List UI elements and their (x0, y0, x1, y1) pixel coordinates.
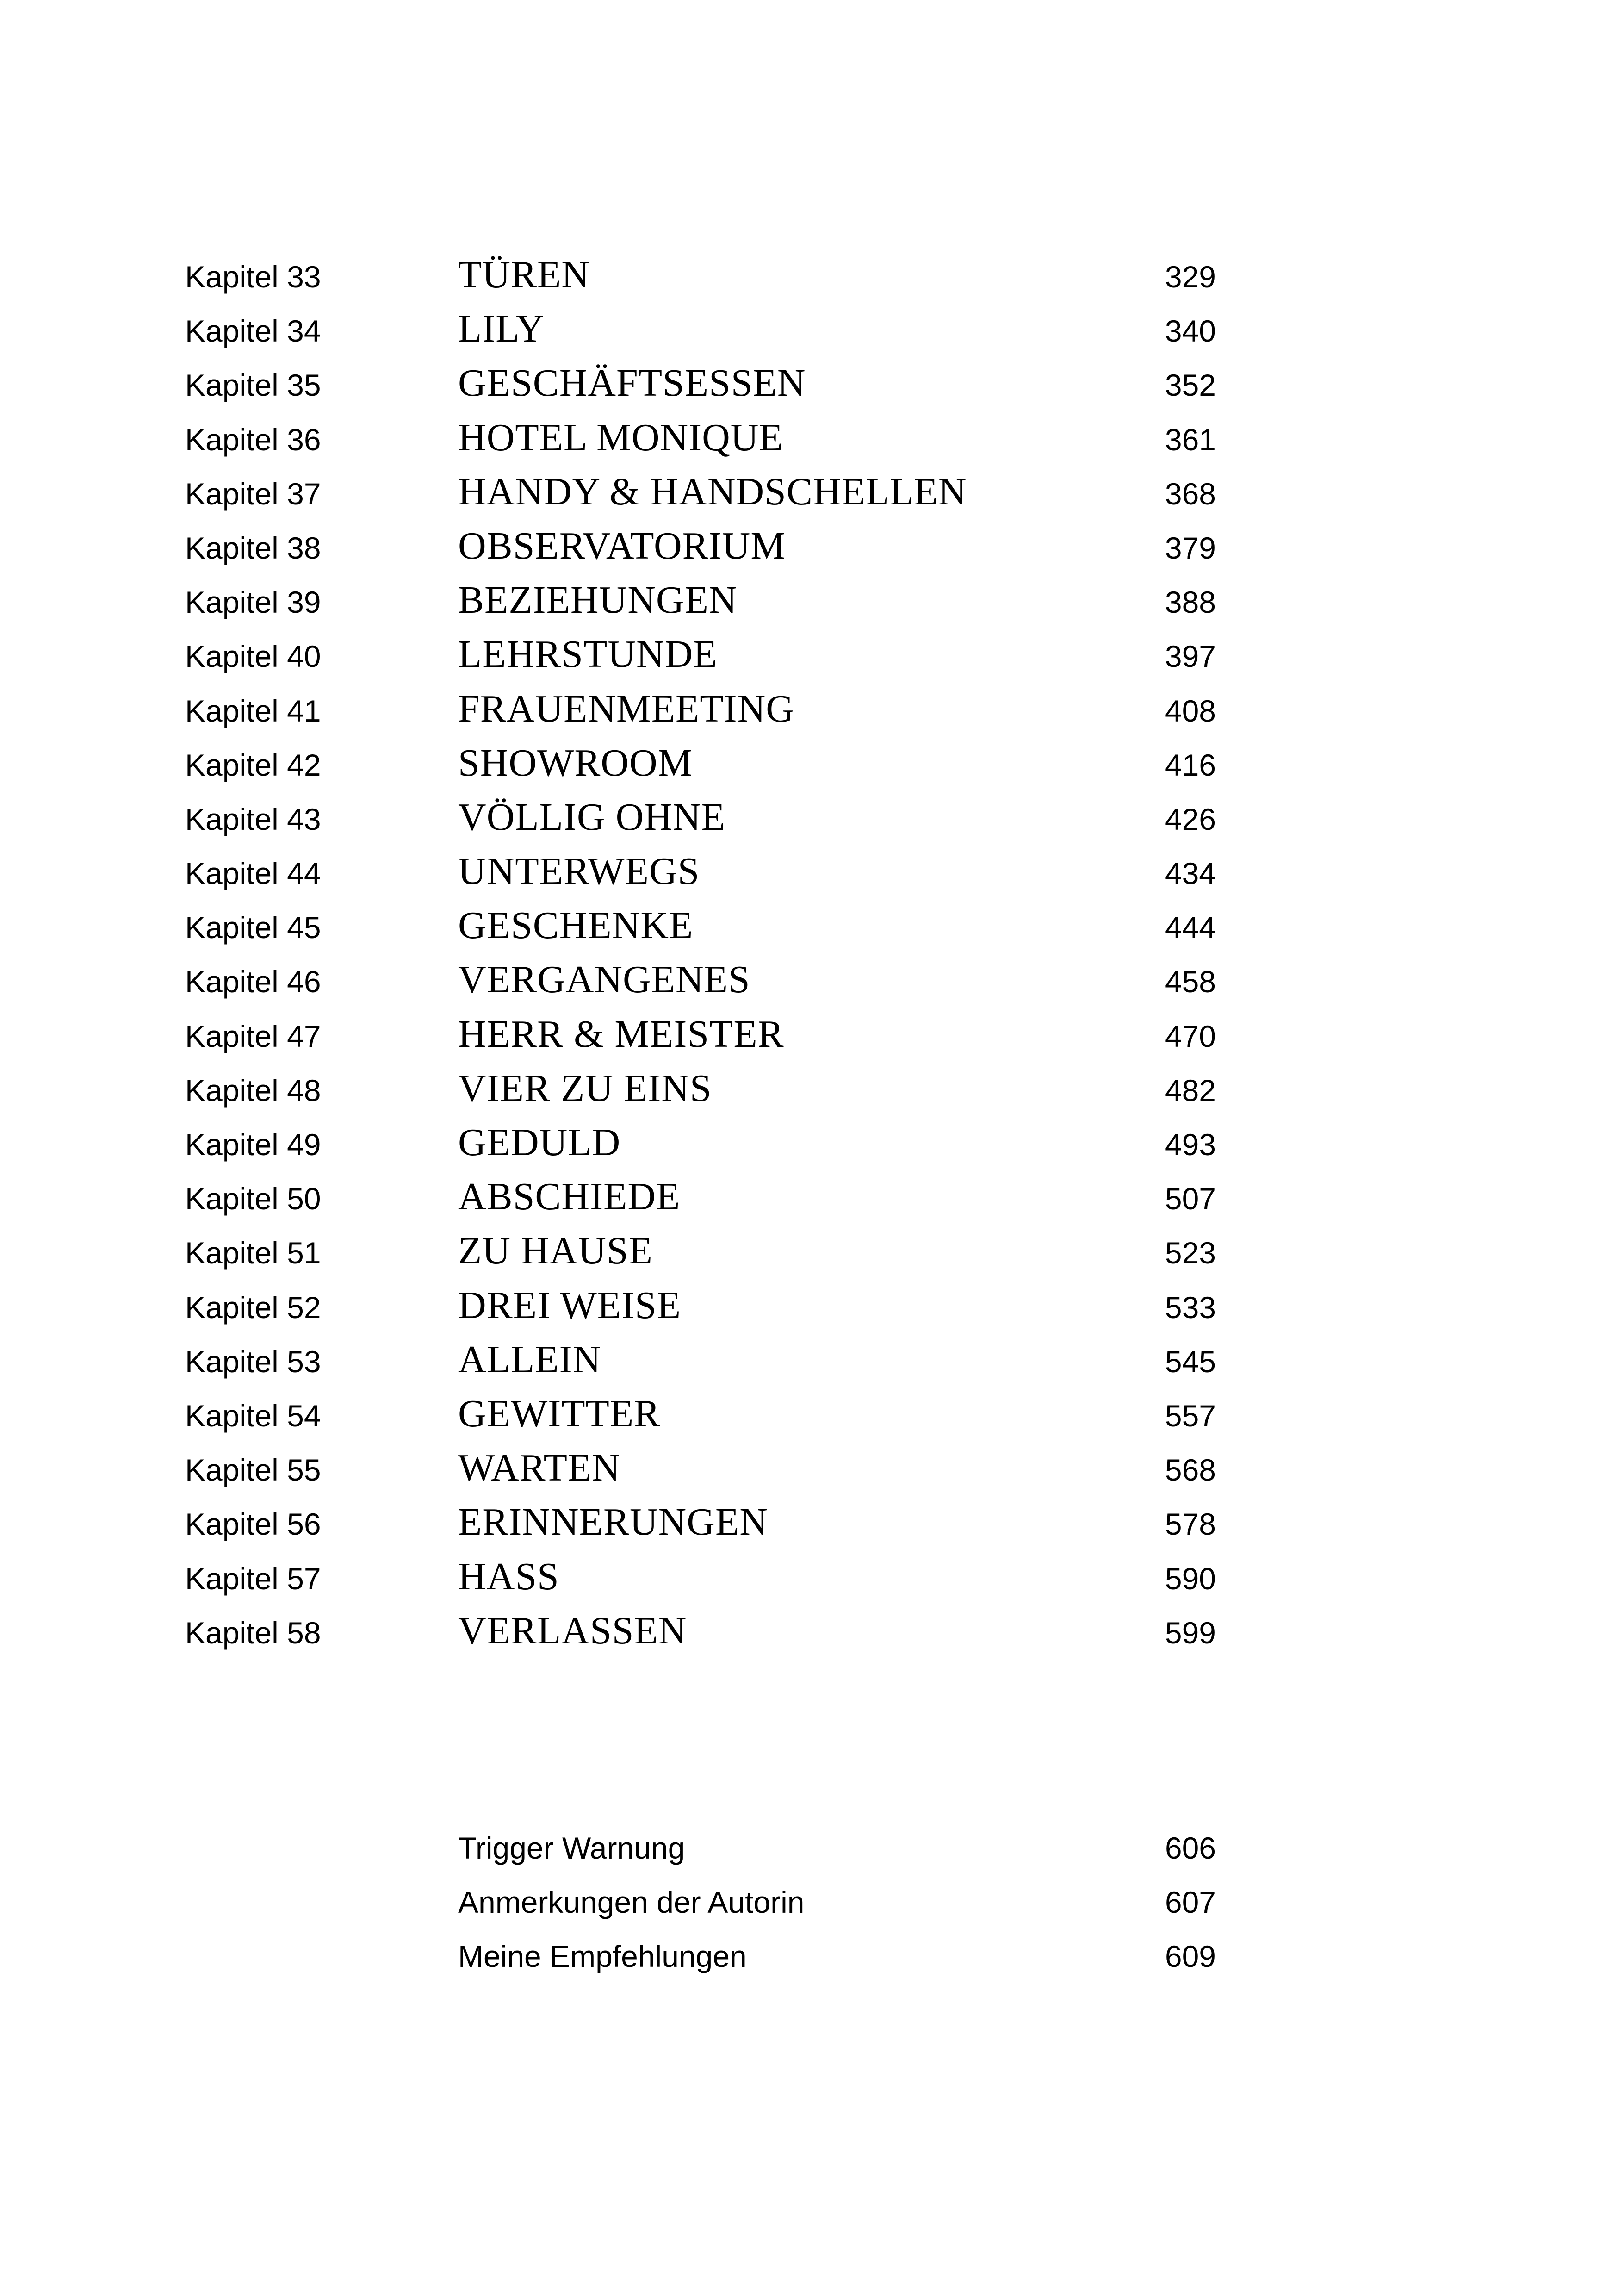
chapter-page-number: 493 (1165, 1127, 1216, 1162)
chapter-number: Kapitel 38 (185, 530, 321, 565)
toc-chapter-row (185, 1176, 1249, 1231)
chapter-number: Kapitel 56 (185, 1507, 321, 1542)
toc-chapter-row (185, 309, 1249, 363)
toc-chapter-row (185, 1556, 1249, 1611)
chapter-page-number: 578 (1165, 1507, 1216, 1542)
toc-chapter-row (185, 1611, 1249, 1665)
chapter-number: Kapitel 39 (185, 585, 321, 620)
toc-chapter-row (185, 1339, 1249, 1394)
chapter-title: TÜREN (458, 253, 590, 296)
chapter-page-number: 523 (1165, 1236, 1216, 1270)
extra-page-number: 609 (1165, 1939, 1216, 1974)
toc-chapter-row (185, 526, 1249, 580)
chapter-title: ALLEIN (458, 1338, 601, 1381)
chapter-number: Kapitel 42 (185, 747, 321, 782)
chapter-page-number: 434 (1165, 856, 1216, 891)
extra-title: Trigger Warnung (458, 1831, 685, 1865)
toc-chapter-row (185, 363, 1249, 417)
extra-title: Anmerkungen der Autorin (458, 1885, 805, 1920)
toc-extra-row (185, 1880, 1249, 1934)
chapter-page-number: 482 (1165, 1073, 1216, 1108)
chapter-title: HOTEL MONIQUE (458, 416, 783, 459)
appendix-entries (185, 1826, 1249, 1989)
chapter-title: LEHRSTUNDE (458, 633, 718, 676)
chapter-page-number: 352 (1165, 368, 1216, 403)
chapter-page-number: 379 (1165, 530, 1216, 565)
chapter-page-number: 590 (1165, 1561, 1216, 1596)
chapter-page-number: 426 (1165, 802, 1216, 836)
toc-chapter-row (185, 797, 1249, 851)
toc-chapter-row (185, 905, 1249, 959)
chapter-number: Kapitel 34 (185, 314, 321, 348)
toc-chapter-row (185, 689, 1249, 743)
chapter-number: Kapitel 52 (185, 1290, 321, 1325)
toc-chapter-row (185, 1122, 1249, 1176)
toc-chapter-row (185, 1448, 1249, 1502)
chapter-number: Kapitel 47 (185, 1019, 321, 1053)
chapter-page-number: 545 (1165, 1344, 1216, 1379)
chapter-page-number: 507 (1165, 1182, 1216, 1216)
chapter-title: VIER ZU EINS (458, 1066, 712, 1110)
chapter-page-number: 533 (1165, 1290, 1216, 1325)
chapter-number: Kapitel 55 (185, 1453, 321, 1487)
chapter-number: Kapitel 37 (185, 476, 321, 511)
toc-chapter-row (185, 1068, 1249, 1122)
chapter-number: Kapitel 58 (185, 1615, 321, 1650)
extra-page-number: 606 (1165, 1831, 1216, 1865)
extra-page-number: 607 (1165, 1885, 1216, 1920)
toc-extra-row (185, 1934, 1249, 1988)
chapter-page-number: 329 (1165, 260, 1216, 294)
chapter-number: Kapitel 36 (185, 422, 321, 457)
chapter-number: Kapitel 46 (185, 964, 321, 999)
chapter-page-number: 599 (1165, 1615, 1216, 1650)
chapter-number: Kapitel 45 (185, 910, 321, 945)
chapter-page-number: 416 (1165, 747, 1216, 782)
chapter-number: Kapitel 44 (185, 856, 321, 891)
chapter-page-number: 444 (1165, 910, 1216, 945)
chapter-title: HERR & MEISTER (458, 1012, 784, 1056)
toc-extra-row (185, 1826, 1249, 1880)
chapter-title: FRAUENMEETING (458, 687, 794, 730)
toc-chapter-row (185, 417, 1249, 472)
chapter-number: Kapitel 40 (185, 639, 321, 674)
chapter-title: HASS (458, 1555, 559, 1598)
chapter-title: GEDULD (458, 1121, 621, 1164)
chapter-page-number: 557 (1165, 1398, 1216, 1433)
chapter-number: Kapitel 51 (185, 1236, 321, 1270)
chapter-title: UNTERWEGS (458, 850, 700, 893)
chapter-title: VERLASSEN (458, 1609, 687, 1652)
chapter-number: Kapitel 41 (185, 693, 321, 728)
chapter-page-number: 388 (1165, 585, 1216, 620)
chapter-title: GEWITTER (458, 1392, 661, 1435)
chapter-title: GESCHENKE (458, 904, 694, 947)
chapter-title: VÖLLIG OHNE (458, 795, 725, 839)
toc-chapter-row (185, 580, 1249, 634)
chapter-number: Kapitel 35 (185, 368, 321, 403)
chapter-title: ERINNERUNGEN (458, 1500, 768, 1544)
table-of-contents (185, 255, 1249, 1665)
chapter-title: LILY (458, 307, 545, 351)
toc-chapter-row (185, 1285, 1249, 1339)
extra-title: Meine Empfehlungen (458, 1939, 747, 1974)
chapter-number: Kapitel 43 (185, 802, 321, 836)
chapter-page-number: 340 (1165, 314, 1216, 348)
chapter-page-number: 408 (1165, 693, 1216, 728)
chapter-title: SHOWROOM (458, 741, 693, 784)
chapter-title: DREI WEISE (458, 1283, 682, 1327)
chapter-title: BEZIEHUNGEN (458, 579, 738, 622)
chapter-number: Kapitel 50 (185, 1182, 321, 1216)
toc-chapter-row (185, 634, 1249, 688)
chapter-title: ZU HAUSE (458, 1229, 653, 1273)
toc-chapter-row (185, 1231, 1249, 1285)
toc-chapter-row (185, 1014, 1249, 1068)
chapter-page-number: 397 (1165, 639, 1216, 674)
chapter-number: Kapitel 33 (185, 260, 321, 294)
toc-chapter-row (185, 851, 1249, 905)
chapter-title: HANDY & HANDSCHELLEN (458, 470, 967, 513)
toc-chapter-row (185, 1502, 1249, 1556)
chapter-page-number: 368 (1165, 476, 1216, 511)
toc-chapter-row (185, 1394, 1249, 1448)
toc-chapter-row (185, 959, 1249, 1014)
chapter-page-number: 458 (1165, 964, 1216, 999)
chapter-number: Kapitel 49 (185, 1127, 321, 1162)
chapter-title: ABSCHIEDE (458, 1175, 681, 1219)
chapter-number: Kapitel 57 (185, 1561, 321, 1596)
chapter-title: OBSERVATORIUM (458, 524, 786, 567)
chapter-page-number: 470 (1165, 1019, 1216, 1053)
chapter-page-number: 568 (1165, 1453, 1216, 1487)
toc-chapter-row (185, 743, 1249, 797)
chapter-number: Kapitel 54 (185, 1398, 321, 1433)
chapter-title: GESCHÄFTSESSEN (458, 361, 806, 405)
chapter-title: WARTEN (458, 1446, 620, 1490)
toc-chapter-row (185, 472, 1249, 526)
toc-chapter-row (185, 255, 1249, 309)
chapter-page-number: 361 (1165, 422, 1216, 457)
chapter-number: Kapitel 53 (185, 1344, 321, 1379)
chapter-title: VERGANGENES (458, 958, 750, 1002)
chapter-number: Kapitel 48 (185, 1073, 321, 1108)
